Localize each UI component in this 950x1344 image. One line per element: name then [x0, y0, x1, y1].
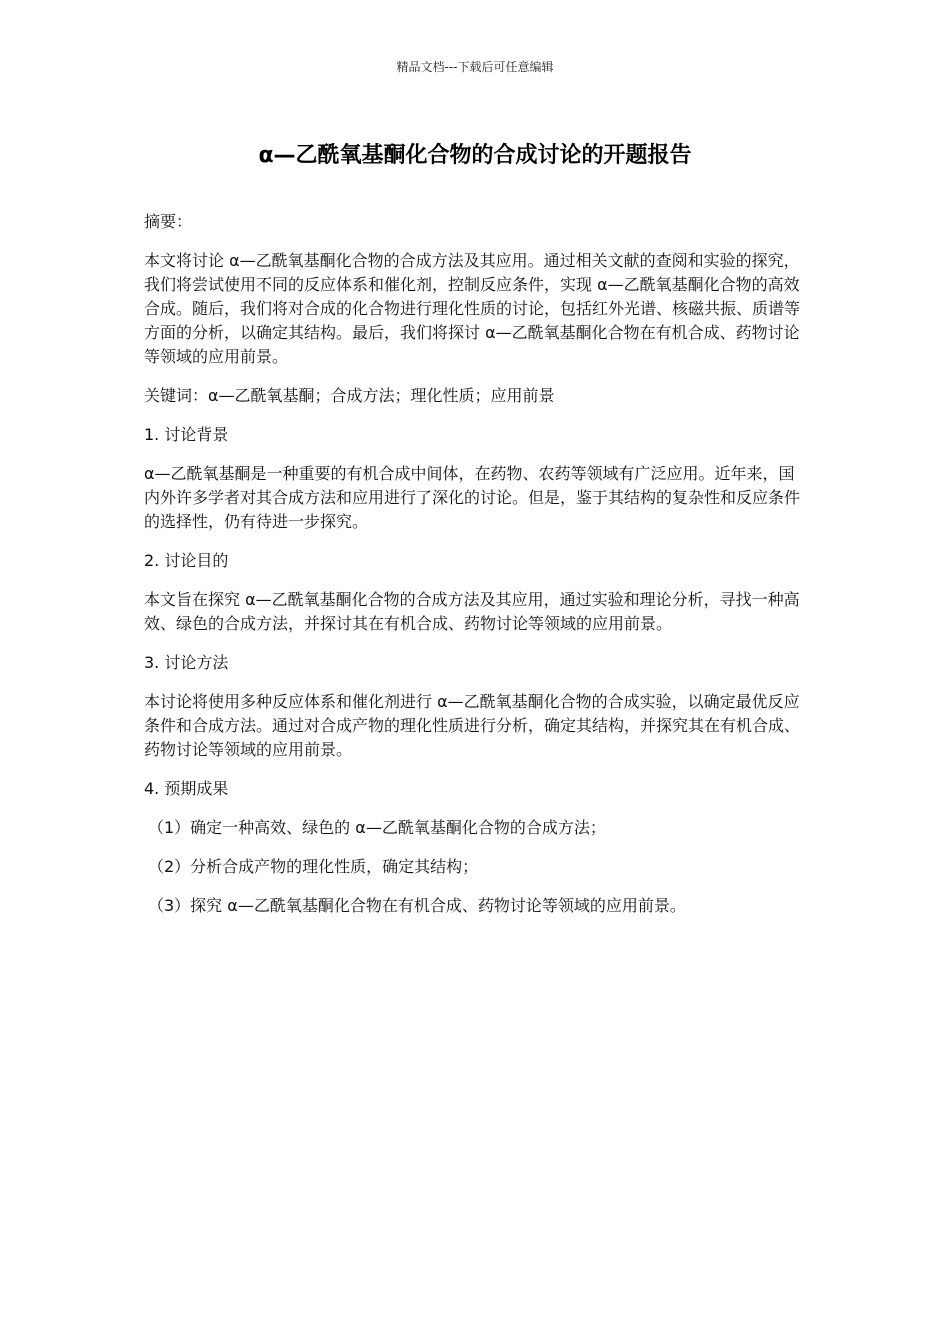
section-text-method: 本讨论将使用多种反应体系和催化剂进行 α—乙酰氧基酮化合物的合成实验，以确定最优反应条件和合成方法。通过对合成产物的理化性质进行分析，确定其结构，并探究其在有机合成、药物讨论等领域的应用前景。 [144, 692, 801, 759]
document-body [144, 210, 808, 933]
section-text-purpose: 本文旨在探究 α—乙酰氧基酮化合物的合成方法及其应用，通过实验和理论分析，寻找一种高效、绿色的合成方法，并探讨其在有机合成、药物讨论等领域的应用前景。 [144, 590, 800, 633]
section-heading-purpose: 2. 讨论目的 [144, 551, 229, 570]
abstract-label: 摘要： [144, 212, 193, 231]
list-item: （2）分析合成产物的理化性质，确定其结构； [148, 857, 479, 876]
section-heading-background: 1. 讨论背景 [144, 425, 229, 444]
header-note: 精品文档---下载后可任意编辑 [396, 60, 554, 74]
section-heading-expected-results: 4. 预期成果 [144, 779, 229, 798]
section-text-background: α—乙酰氧基酮是一种重要的有机合成中间体，在药物、农药等领域有广泛应用。近年来，国内外许多学者对其合成方法和应用进行了深化的讨论。但是，鉴于其结构的复杂性和反应条件的选择性，仍有待进一步探究。 [144, 464, 801, 531]
list-item: （3）探究 α—乙酰氧基酮化合物在有机合成、药物讨论等领域的应用前景。 [148, 896, 686, 915]
keywords: 关键词：α—乙酰氧基酮；合成方法；理化性质；应用前景 [144, 386, 555, 405]
section-heading-method: 3. 讨论方法 [144, 653, 229, 672]
abstract-text: 本文将讨论 α—乙酰氧基酮化合物的合成方法及其应用。通过相关文献的查阅和实验的探究，我们将尝试使用不同的反应体系和催化剂，控制反应条件，实现 α—乙酰氧基酮化合物的高效合成。随后，我们将对合成的化合物进行理化性质的讨论，包括红外光谱、核磁共振、质谱等方面的分析，以确定其结构。最后，我们将探讨 α—乙酰氧基酮化合物在有机合成、药物讨论等领域的应用前景。 [144, 251, 801, 366]
list-item: （1）确定一种高效、绿色的 α—乙酰氧基酮化合物的合成方法； [148, 818, 606, 837]
document-title: α—乙酰氧基酮化合物的合成讨论的开题报告 [258, 143, 692, 168]
